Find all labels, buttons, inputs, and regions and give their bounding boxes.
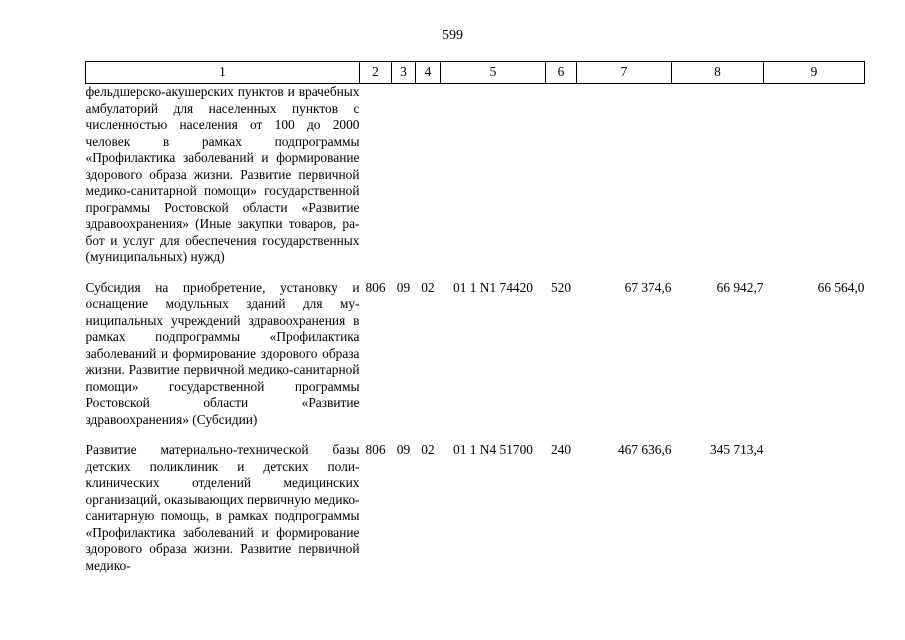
- column-header: 8: [672, 62, 764, 84]
- expense-type-code: [546, 84, 577, 266]
- column-header: 3: [392, 62, 416, 84]
- target-article-code: 01 1 N4 51700: [453, 442, 533, 457]
- subsection-code: 02: [421, 279, 435, 295]
- row-description: Субсидия на приобретение, установку и оснащение модульных зданий для муниципальных учреждений здравоохранения в рамках подпрограммы «Профилактика заболеваний и формирование здорового образа жизни. Развитие первичной медико-санитарной помощи» государственной программы Ростовской области «Развитие здравоохранения» (Субсидии): [85, 279, 360, 427]
- ministry-code: [360, 84, 392, 266]
- table-row: [86, 280, 865, 429]
- amount-year-2: 66 942,7: [716, 279, 764, 295]
- expense-type-code: 240: [550, 442, 572, 457]
- amount-year-2: 345 713,4: [709, 442, 764, 457]
- ministry-code: 806: [365, 442, 386, 457]
- ministry-code: 806: [365, 279, 386, 295]
- row-description: Развитие материально-технической базы детских поликлиник и детских поликлинических отделений медицинских организаций, оказывающих первичную медико-санитарную помощь, в рамках подпрограммы «Профилактика заболеваний и формирование здорового образа жизни. Развитие первичной медико-: [85, 442, 360, 573]
- section-code: 09: [396, 442, 411, 457]
- amount-year-3: 66 564,0: [817, 279, 865, 295]
- column-header: 9: [764, 62, 865, 84]
- column-header: 2: [360, 62, 392, 84]
- column-header: 1: [86, 62, 360, 84]
- amount-year-1: [577, 84, 672, 266]
- column-number-row: [86, 62, 865, 84]
- amount-year-3: [764, 442, 865, 574]
- budget-table: [85, 61, 865, 574]
- section-code: 09: [396, 279, 411, 295]
- amount-year-1: 67 374,6: [624, 279, 672, 295]
- row-spacer: [86, 428, 865, 442]
- page-number: 599: [442, 28, 463, 43]
- column-header: 5: [441, 62, 546, 84]
- column-header: 4: [416, 62, 441, 84]
- expense-type-code: 520: [550, 279, 572, 295]
- column-header: 6: [546, 62, 577, 84]
- row-spacer: [86, 266, 865, 280]
- table-row: [86, 442, 865, 574]
- section-code: [392, 84, 416, 266]
- subsection-code: 02: [421, 442, 435, 457]
- amount-year-2: [672, 84, 764, 266]
- target-article-code: [441, 84, 546, 266]
- table-row: [86, 84, 865, 266]
- subsection-code: [416, 84, 441, 266]
- amount-year-1: 467 636,6: [617, 442, 672, 457]
- amount-year-3: [764, 84, 865, 266]
- column-header: 7: [577, 62, 672, 84]
- target-article-code: 01 1 N1 74420: [453, 279, 533, 295]
- row-description: фельдшерско-акушерских пунктов и врачебных амбулаторий для населенных пунктов с численностью населения от 100 до 2000 человек в рамках подпрограммы «Профилактика заболеваний и формирование здорового образа жизни. Развитие первичной медико-санитарной помощи» государственной программы Ростовской области «Развитие здравоохранения» (Иные закупки товаров, работ и услуг для обеспечения государственных (муниципальных) нужд): [85, 84, 360, 264]
